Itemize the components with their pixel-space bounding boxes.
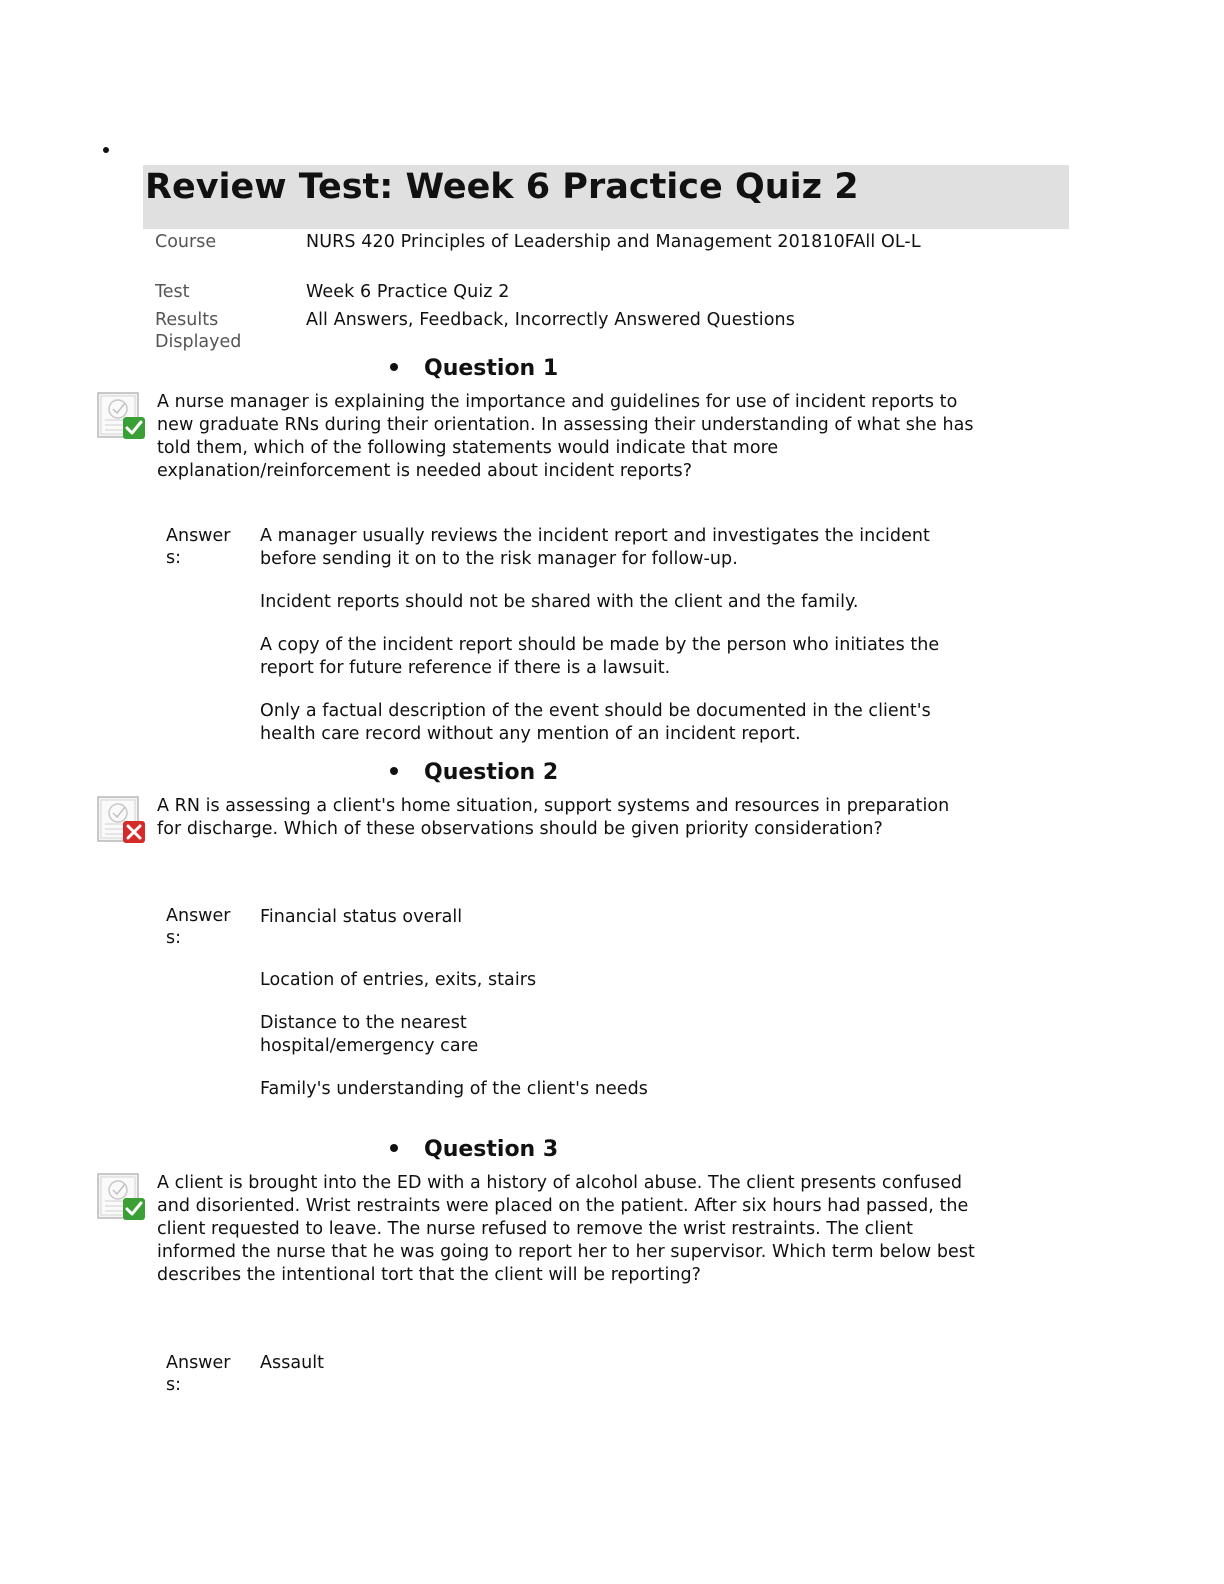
title-bar bbox=[143, 165, 1069, 229]
test-label: Test bbox=[155, 282, 190, 302]
answers-label: Answers: bbox=[166, 906, 231, 948]
question-2-heading-text: Question 2 bbox=[424, 760, 559, 785]
question-1-answer-2: Incident reports should not be shared with the client and the family. bbox=[260, 592, 859, 612]
answers-label: Answers: bbox=[166, 526, 231, 568]
bullet bbox=[390, 767, 398, 775]
question-2-answer-3: Distance to the nearest hospital/emergency care bbox=[260, 1013, 479, 1056]
answers-label: Answers: bbox=[166, 1353, 231, 1395]
results-label: Results Displayed bbox=[155, 310, 242, 352]
question-2-text: A RN is assessing a client's home situation, support systems and resources in preparation for discharge. Which of these observations should be given priority consideration? bbox=[157, 796, 950, 839]
bullet bbox=[390, 1144, 398, 1152]
course-value: NURS 420 Principles of Leadership and Management 201810FAll OL-L bbox=[306, 232, 921, 252]
page-title: Review Test: Week 6 Practice Quiz 2 bbox=[145, 167, 859, 207]
question-3-heading bbox=[390, 1136, 558, 1164]
list-bullet bbox=[103, 147, 109, 153]
question-3-answer-1: Assault bbox=[260, 1353, 325, 1373]
question-1-answer-1: A manager usually reviews the incident report and investigates the incident before sending it on to the risk manager for follow-up. bbox=[260, 526, 930, 569]
question-3-text: A client is brought into the ED with a history of alcohol abuse. The client presents confused and disoriented. Wrist restraints were placed on the patient. After six hours had passed, the client requested to leave. The nurse refused to remove the wrist restraints. The client informed the nurse that he was going to report her to her supervisor. Which term below best describes the intentional tort that the client will be reporting? bbox=[157, 1173, 975, 1285]
question-2-answer-2: Location of entries, exits, stairs bbox=[260, 970, 537, 990]
question-3-heading-text: Question 3 bbox=[424, 1137, 559, 1162]
question-1-text: A nurse manager is explaining the importance and guidelines for use of incident reports to new graduate RNs during their orientation. In assessing their understanding of what she has told them, which of the following statements would indicate that more explanation/reinforcement is needed about incident reports? bbox=[157, 392, 974, 481]
test-value: Week 6 Practice Quiz 2 bbox=[306, 282, 510, 302]
question-2-answer-1: Financial status overall bbox=[260, 907, 463, 927]
correct-icon bbox=[96, 1171, 148, 1221]
course-label: Course bbox=[155, 232, 217, 252]
question-1-answer-3: A copy of the incident report should be made by the person who initiates the report for future reference if there is a lawsuit. bbox=[260, 635, 940, 678]
question-1-heading bbox=[390, 355, 558, 383]
question-1-answer-4: Only a factual description of the event should be documented in the client's health care record without any mention of an incident report. bbox=[260, 701, 931, 744]
question-1-heading-text: Question 1 bbox=[424, 356, 559, 381]
question-2-answer-4: Family's understanding of the client's needs bbox=[260, 1079, 648, 1099]
question-2-heading bbox=[390, 759, 558, 787]
incorrect-icon bbox=[96, 794, 148, 844]
bullet bbox=[390, 363, 398, 371]
results-value: All Answers, Feedback, Incorrectly Answered Questions bbox=[306, 310, 795, 330]
correct-icon bbox=[96, 390, 148, 440]
